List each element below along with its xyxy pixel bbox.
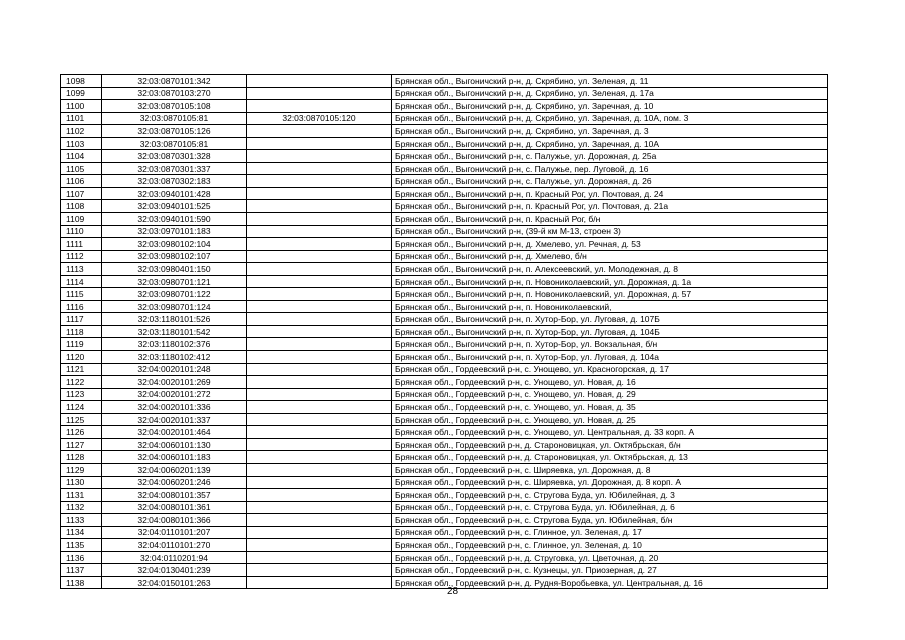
row-number-cell: 1110 <box>61 225 102 238</box>
parent-cadastral-number-cell <box>247 376 392 389</box>
parent-cadastral-number-cell <box>247 363 392 376</box>
row-number-cell: 1099 <box>61 87 102 100</box>
table-row <box>61 376 828 389</box>
parent-cadastral-number-cell <box>247 300 392 313</box>
parent-cadastral-number-cell <box>247 263 392 276</box>
table-row <box>61 514 828 527</box>
row-number-cell: 1107 <box>61 187 102 200</box>
cadastral-number-cell: 32:03:0870103:270 <box>102 87 247 100</box>
row-number-cell: 1131 <box>61 489 102 502</box>
cadastral-number-cell: 32:03:0940101:590 <box>102 213 247 226</box>
cadastral-number-cell: 32:04:0080101:361 <box>102 501 247 514</box>
row-number-cell: 1119 <box>61 338 102 351</box>
table-row <box>61 501 828 514</box>
parent-cadastral-number-cell <box>247 187 392 200</box>
row-number-cell: 1115 <box>61 288 102 301</box>
parent-cadastral-number-cell <box>247 87 392 100</box>
address-cell: Брянская обл., Выгоничский р-н, п. Хутор-Бор, ул. Луговая, д. 104Б <box>392 325 828 338</box>
table-row <box>61 288 828 301</box>
parent-cadastral-number-cell <box>247 162 392 175</box>
parent-cadastral-number-cell <box>247 200 392 213</box>
parent-cadastral-number-cell <box>247 551 392 564</box>
address-cell: Брянская обл., Гордеевский р-н, с. Унощево, ул. Центральная, д. 33 корп. А <box>392 426 828 439</box>
cadastral-number-cell: 32:03:0870301:337 <box>102 162 247 175</box>
parent-cadastral-number-cell <box>247 401 392 414</box>
cadastral-number-cell: 32:04:0110101:270 <box>102 539 247 552</box>
address-cell: Брянская обл., Гордеевский р-н, с. Унощево, ул. Новая, д. 35 <box>392 401 828 414</box>
cadastral-number-cell: 32:03:0980401:150 <box>102 263 247 276</box>
address-cell: Брянская обл., Выгоничский р-н, (39-й км М-13, строен 3) <box>392 225 828 238</box>
table-row <box>61 351 828 364</box>
address-cell: Брянская обл., Гордеевский р-н, с. Кузнецы, ул. Приозерная, д. 27 <box>392 564 828 577</box>
parent-cadastral-number-cell <box>247 275 392 288</box>
cadastral-number-cell: 32:03:1180101:542 <box>102 325 247 338</box>
address-cell: Брянская обл., Гордеевский р-н, с. Стругова Буда, ул. Юбилейная, д. 6 <box>392 501 828 514</box>
table-row <box>61 225 828 238</box>
address-cell: Брянская обл., Гордеевский р-н, с. Ширяевка, ул. Дорожная, д. 8 <box>392 463 828 476</box>
table-row <box>61 87 828 100</box>
cadastral-number-cell: 32:03:1180101:526 <box>102 313 247 326</box>
row-number-cell: 1113 <box>61 263 102 276</box>
address-cell: Брянская обл., Выгоничский р-н, д. Скрябино, ул. Заречная, д. 10А <box>392 137 828 150</box>
parent-cadastral-number-cell <box>247 175 392 188</box>
address-cell: Брянская обл., Выгоничский р-н, п. Красный Рог, ул. Почтовая, д. 24 <box>392 187 828 200</box>
cadastral-number-cell: 32:04:0060101:183 <box>102 451 247 464</box>
cadastral-number-cell: 32:04:0110201:94 <box>102 551 247 564</box>
cadastral-number-cell: 32:03:0870302:183 <box>102 175 247 188</box>
address-cell: Брянская обл., Гордеевский р-н, д. Струговка, ул. Цветочная, д. 20 <box>392 551 828 564</box>
address-cell: Брянская обл., Выгоничский р-н, д. Хмелево, б/н <box>392 250 828 263</box>
address-cell: Брянская обл., Выгоничский р-н, п. Новониколаевский, <box>392 300 828 313</box>
table-row <box>61 238 828 251</box>
cadastral-number-cell: 32:04:0130401:239 <box>102 564 247 577</box>
table-row <box>61 539 828 552</box>
address-cell: Брянская обл., Выгоничский р-н, д. Хмелево, ул. Речная, д. 53 <box>392 238 828 251</box>
parent-cadastral-number-cell <box>247 388 392 401</box>
table-row <box>61 313 828 326</box>
table-row <box>61 564 828 577</box>
table-row <box>61 451 828 464</box>
row-number-cell: 1098 <box>61 75 102 88</box>
row-number-cell: 1114 <box>61 275 102 288</box>
cadastral-number-cell: 32:03:0870105:81 <box>102 112 247 125</box>
parent-cadastral-number-cell <box>247 137 392 150</box>
cadastral-number-cell: 32:03:0980701:121 <box>102 275 247 288</box>
parent-cadastral-number-cell <box>247 225 392 238</box>
address-cell: Брянская обл., Гордеевский р-н, д. Рудня-Воробьевка, ул. Центральная, д. 16 <box>392 576 828 589</box>
row-number-cell: 1101 <box>61 112 102 125</box>
address-cell: Брянская обл., Выгоничский р-н, д. Скрябино, ул. Заречная, д. 3 <box>392 125 828 138</box>
cadastral-number-cell: 32:03:0970101:183 <box>102 225 247 238</box>
table-row <box>61 401 828 414</box>
address-cell: Брянская обл., Выгоничский р-н, п. Красный Рог, б/н <box>392 213 828 226</box>
table-row <box>61 526 828 539</box>
address-cell: Брянская обл., Гордеевский р-н, с. Глинное, ул. Зеленая, д. 17 <box>392 526 828 539</box>
cadastral-number-cell: 32:03:0940101:525 <box>102 200 247 213</box>
cadastral-number-cell: 32:03:0940101:428 <box>102 187 247 200</box>
address-cell: Брянская обл., Гордеевский р-н, с. Стругова Буда, ул. Юбилейная, б/н <box>392 514 828 527</box>
parent-cadastral-number-cell <box>247 413 392 426</box>
cadastral-number-cell: 32:04:0110101:207 <box>102 526 247 539</box>
parent-cadastral-number-cell: 32:03:0870105:120 <box>247 112 392 125</box>
row-number-cell: 1106 <box>61 175 102 188</box>
parent-cadastral-number-cell <box>247 564 392 577</box>
row-number-cell: 1104 <box>61 150 102 163</box>
cadastral-number-cell: 32:04:0020101:337 <box>102 413 247 426</box>
cadastral-number-cell: 32:03:1180102:376 <box>102 338 247 351</box>
cadastral-number-cell: 32:04:0020101:336 <box>102 401 247 414</box>
parent-cadastral-number-cell <box>247 438 392 451</box>
address-cell: Брянская обл., Гордеевский р-н, с. Унощево, ул. Новая, д. 25 <box>392 413 828 426</box>
row-number-cell: 1129 <box>61 463 102 476</box>
parent-cadastral-number-cell <box>247 501 392 514</box>
table-row <box>61 489 828 502</box>
parent-cadastral-number-cell <box>247 313 392 326</box>
table-row <box>61 263 828 276</box>
cadastral-number-cell: 32:04:0080101:357 <box>102 489 247 502</box>
address-cell: Брянская обл., Выгоничский р-н, п. Новониколаевский, ул. Дорожная, д. 1а <box>392 275 828 288</box>
row-number-cell: 1102 <box>61 125 102 138</box>
table-row <box>61 112 828 125</box>
row-number-cell: 1116 <box>61 300 102 313</box>
parent-cadastral-number-cell <box>247 463 392 476</box>
row-number-cell: 1111 <box>61 238 102 251</box>
row-number-cell: 1123 <box>61 388 102 401</box>
row-number-cell: 1128 <box>61 451 102 464</box>
parent-cadastral-number-cell <box>247 325 392 338</box>
row-number-cell: 1132 <box>61 501 102 514</box>
row-number-cell: 1133 <box>61 514 102 527</box>
address-cell: Брянская обл., Выгоничский р-н, д. Скрябино, ул. Заречная, д. 10А, пом. 3 <box>392 112 828 125</box>
row-number-cell: 1130 <box>61 476 102 489</box>
cadastral-number-cell: 32:04:0150101:263 <box>102 576 247 589</box>
register-table-body <box>61 75 828 589</box>
table-row <box>61 413 828 426</box>
address-cell: Брянская обл., Выгоничский р-н, п. Хутор-Бор, ул. Вокзальная, б/н <box>392 338 828 351</box>
address-cell: Брянская обл., Гордеевский р-н, с. Глинное, ул. Зеленая, д. 10 <box>392 539 828 552</box>
row-number-cell: 1136 <box>61 551 102 564</box>
page-number: 28 <box>446 586 459 597</box>
parent-cadastral-number-cell <box>247 514 392 527</box>
row-number-cell: 1121 <box>61 363 102 376</box>
cadastral-number-cell: 32:04:0060201:139 <box>102 463 247 476</box>
table-row <box>61 363 828 376</box>
cadastral-number-cell: 32:03:1180102:412 <box>102 351 247 364</box>
table-row <box>61 325 828 338</box>
cadastral-number-cell: 32:04:0020101:464 <box>102 426 247 439</box>
table-row <box>61 175 828 188</box>
cadastral-number-cell: 32:03:0980102:107 <box>102 250 247 263</box>
cadastral-number-cell: 32:03:0870105:108 <box>102 100 247 113</box>
address-cell: Брянская обл., Выгоничский р-н, п. Новониколаевский, ул. Дорожная, д. 57 <box>392 288 828 301</box>
parent-cadastral-number-cell <box>247 125 392 138</box>
table-row <box>61 463 828 476</box>
row-number-cell: 1105 <box>61 162 102 175</box>
address-cell: Брянская обл., Выгоничский р-н, с. Палужье, ул. Дорожная, д. 26 <box>392 175 828 188</box>
parent-cadastral-number-cell <box>247 213 392 226</box>
row-number-cell: 1100 <box>61 100 102 113</box>
address-cell: Брянская обл., Гордеевский р-н, с. Унощево, ул. Новая, д. 16 <box>392 376 828 389</box>
cadastral-number-cell: 32:04:0060201:246 <box>102 476 247 489</box>
table-row <box>61 476 828 489</box>
table-row <box>61 187 828 200</box>
table-row <box>61 438 828 451</box>
table-row <box>61 150 828 163</box>
address-cell: Брянская обл., Выгоничский р-н, п. Хутор-Бор, ул. Луговая, д. 104а <box>392 351 828 364</box>
row-number-cell: 1108 <box>61 200 102 213</box>
table-row <box>61 388 828 401</box>
cadastral-number-cell: 32:03:0870301:328 <box>102 150 247 163</box>
cadastral-number-cell: 32:03:0980102:104 <box>102 238 247 251</box>
cadastral-number-cell: 32:04:0060101:130 <box>102 438 247 451</box>
table-row <box>61 125 828 138</box>
parent-cadastral-number-cell <box>247 288 392 301</box>
row-number-cell: 1117 <box>61 313 102 326</box>
address-cell: Брянская обл., Гордеевский р-н, с. Унощево, ул. Новая, д. 29 <box>392 388 828 401</box>
address-cell: Брянская обл., Выгоничский р-н, с. Палужье, пер. Луговой, д. 16 <box>392 162 828 175</box>
row-number-cell: 1125 <box>61 413 102 426</box>
parent-cadastral-number-cell <box>247 489 392 502</box>
address-cell: Брянская обл., Выгоничский р-н, с. Палужье, ул. Дорожная, д. 25а <box>392 150 828 163</box>
table-row <box>61 137 828 150</box>
row-number-cell: 1135 <box>61 539 102 552</box>
cadastral-number-cell: 32:03:0980701:122 <box>102 288 247 301</box>
parent-cadastral-number-cell <box>247 338 392 351</box>
cadastral-number-cell: 32:04:0020101:272 <box>102 388 247 401</box>
table-row <box>61 75 828 88</box>
table-row <box>61 100 828 113</box>
row-number-cell: 1109 <box>61 213 102 226</box>
property-register-table <box>60 74 828 589</box>
row-number-cell: 1122 <box>61 376 102 389</box>
parent-cadastral-number-cell <box>247 150 392 163</box>
address-cell: Брянская обл., Гордеевский р-н, д. Староновицкая, ул. Октябрьская, д. 13 <box>392 451 828 464</box>
cadastral-number-cell: 32:03:0980701:124 <box>102 300 247 313</box>
address-cell: Брянская обл., Выгоничский р-н, д. Скрябино, ул. Заречная, д. 10 <box>392 100 828 113</box>
address-cell: Брянская обл., Выгоничский р-н, д. Скрябино, ул. Зеленая, д. 11 <box>392 75 828 88</box>
parent-cadastral-number-cell <box>247 238 392 251</box>
cadastral-number-cell: 32:03:0870101:342 <box>102 75 247 88</box>
table-row <box>61 213 828 226</box>
table-row <box>61 551 828 564</box>
row-number-cell: 1112 <box>61 250 102 263</box>
parent-cadastral-number-cell <box>247 75 392 88</box>
row-number-cell: 1126 <box>61 426 102 439</box>
cadastral-number-cell: 32:04:0080101:366 <box>102 514 247 527</box>
address-cell: Брянская обл., Выгоничский р-н, п. Красный Рог, ул. Почтовая, д. 21а <box>392 200 828 213</box>
address-cell: Брянская обл., Гордеевский р-н, с. Ширяевка, ул. Дорожная, д. 8 корп. А <box>392 476 828 489</box>
row-number-cell: 1124 <box>61 401 102 414</box>
parent-cadastral-number-cell <box>247 539 392 552</box>
parent-cadastral-number-cell <box>247 100 392 113</box>
row-number-cell: 1137 <box>61 564 102 577</box>
parent-cadastral-number-cell <box>247 526 392 539</box>
row-number-cell: 1134 <box>61 526 102 539</box>
row-number-cell: 1118 <box>61 325 102 338</box>
table-row <box>61 162 828 175</box>
cadastral-number-cell: 32:04:0020101:248 <box>102 363 247 376</box>
parent-cadastral-number-cell <box>247 476 392 489</box>
table-row <box>61 275 828 288</box>
table-row <box>61 338 828 351</box>
address-cell: Брянская обл., Выгоничский р-н, п. Хутор-Бор, ул. Луговая, д. 107Б <box>392 313 828 326</box>
row-number-cell: 1103 <box>61 137 102 150</box>
parent-cadastral-number-cell <box>247 426 392 439</box>
row-number-cell: 1120 <box>61 351 102 364</box>
row-number-cell: 1127 <box>61 438 102 451</box>
cadastral-number-cell: 32:03:0870105:126 <box>102 125 247 138</box>
address-cell: Брянская обл., Гордеевский р-н, с. Унощево, ул. Красногорская, д. 17 <box>392 363 828 376</box>
table-row <box>61 250 828 263</box>
table-row <box>61 200 828 213</box>
parent-cadastral-number-cell <box>247 250 392 263</box>
table-row <box>61 426 828 439</box>
address-cell: Брянская обл., Гордеевский р-н, с. Стругова Буда, ул. Юбилейная, д. 3 <box>392 489 828 502</box>
parent-cadastral-number-cell <box>247 351 392 364</box>
row-number-cell: 1138 <box>61 576 102 589</box>
parent-cadastral-number-cell <box>247 451 392 464</box>
address-cell: Брянская обл., Выгоничский р-н, п. Алексеевский, ул. Молодежная, д. 8 <box>392 263 828 276</box>
cadastral-number-cell: 32:04:0020101:269 <box>102 376 247 389</box>
address-cell: Брянская обл., Гордеевский р-н, д. Староновицкая, ул. Октябрьская, б/н <box>392 438 828 451</box>
address-cell: Брянская обл., Выгоничский р-н, д. Скрябино, ул. Зеленая, д. 17а <box>392 87 828 100</box>
cadastral-number-cell: 32:03:0870105:81 <box>102 137 247 150</box>
table-row <box>61 300 828 313</box>
